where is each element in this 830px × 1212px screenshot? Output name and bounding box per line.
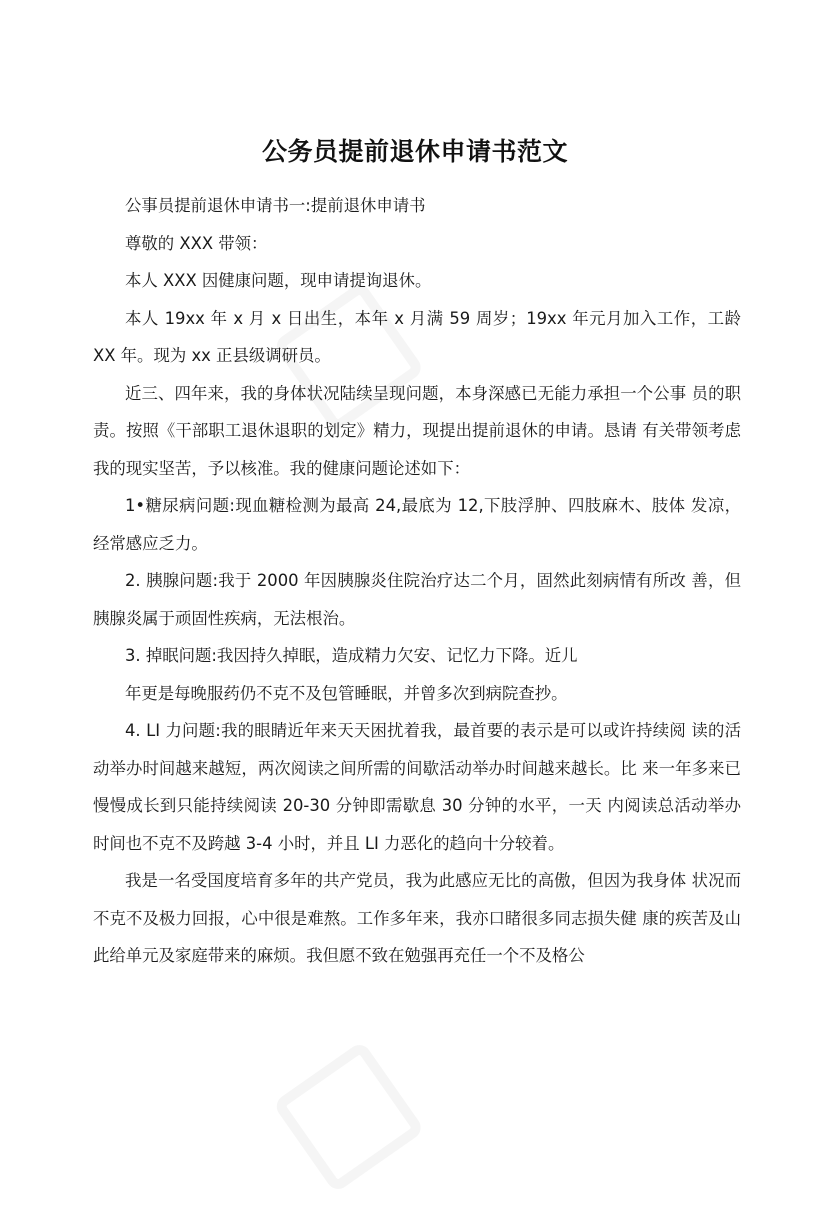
- paragraph-item-1: 1•糖尿病问题:现血糖检测为最高 24,最底为 12,下肢浮肿、四肢麻木、肢体 发凉，经常感应乏力。: [93, 496, 741, 553]
- paragraph-item-3-cont: 年更是每晚服药仍不克不及包管睡眠，并曾多次到病院查抄。: [125, 683, 568, 703]
- page-title: 公务员提前退休申请书范文: [261, 137, 568, 166]
- paragraph-item-2: 2. 胰腺问题:我于 2000 年因胰腺炎住院治疗达二个月，固然此刻病情有所改 善，但胰腺炎属于顽固性疾病，无法根治。: [93, 571, 741, 628]
- paragraph-subtitle: 公事员提前退休申请书一:提前退休申请书: [125, 196, 426, 215]
- paragraph-item-3: 3. 掉眠问题:我因持久掉眠，造成精力欠安、记忆力下降。近儿: [125, 646, 578, 665]
- paragraph-reason: 近三、四年来，我的身体状况陆续呈现问题，本身深感已无能力承担一个公事 员的职责。按照《干部职工退休退职的划定》精力，现提出提前退休的申请。恳请 有关带领考虑我的现实坚苦，予以核准。我的健康问题论述如下：: [93, 383, 741, 478]
- paragraph-intro: 本人 XXX 因健康问题，现申请提询退休。: [125, 271, 432, 290]
- document-body: [93, 187, 741, 975]
- paragraph-personal-info: 本人 19xx 年 x 月 x 日出生，本年 x 月满 59 周岁；19xx 年元月加入工作，工龄 XX 年。现为 xx 正县级调研员。: [93, 308, 741, 365]
- paragraph-item-4: 4. LI 力问题:我的眼睛近年来天天困扰着我，最首要的表示是可以或许持续阅 读的活动举办时间越来越短，两次阅读之间所需的间歇活动举办时间越来越长。比 来一年多来已慢慢成长到只能持续阅读 20-30 分钟即需歇息 30 分钟的水平，一天 内阅读总活动举办时间也不克不及跨越 3-4 小时，并且 LI 力恶化的趋向十分较着。: [93, 721, 741, 853]
- watermark-logo: [272, 1040, 438, 1211]
- paragraph-salutation: 尊敬的 XXX 带领：: [125, 233, 268, 253]
- paragraph-closing: 我是一名受国度培育多年的共产党员，我为此感应无比的高傲，但因为我身体 状况而不克不及极力回报，心中很是难熬。工作多年来，我亦口睹很多同志损失健 康的疾苦及山此给单元及家庭带来的麻烦。我但愿不致在勉强再充任一个不及格公: [93, 871, 741, 965]
